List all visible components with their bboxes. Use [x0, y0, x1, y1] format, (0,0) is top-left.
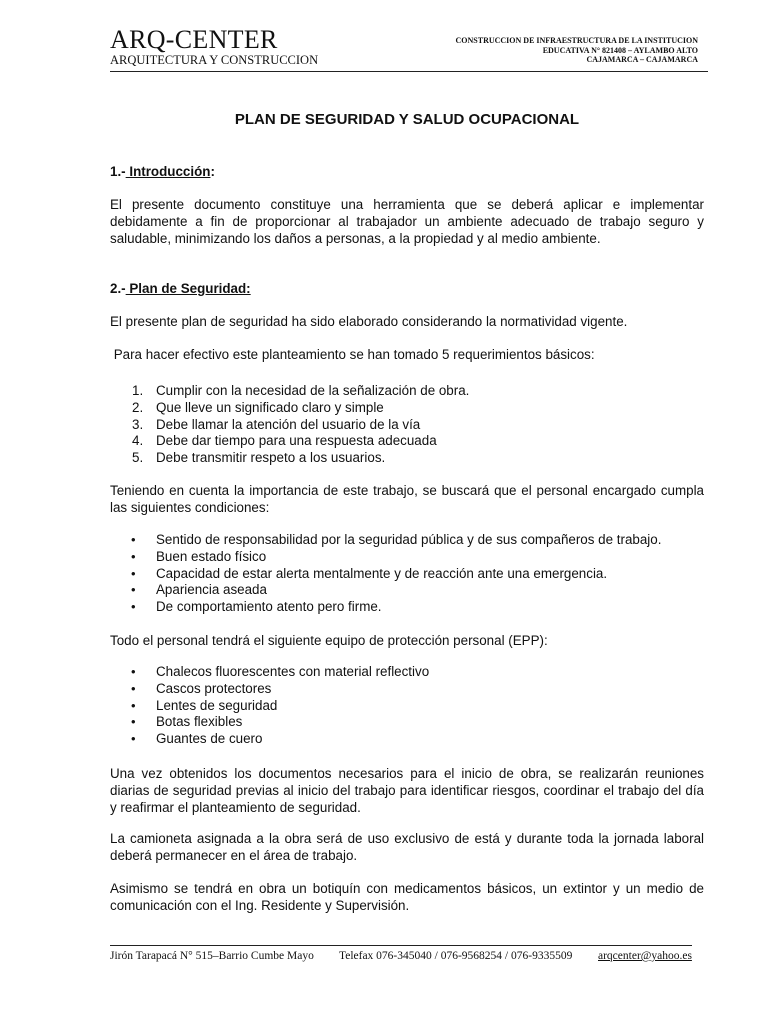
- project-line: CONSTRUCCION DE INFRAESTRUCTURA DE LA INSTITUCION: [455, 36, 698, 45]
- list-item: [110, 714, 704, 731]
- footer-phone: Telefax 076-345040 / 076-9568254 / 076-9335509: [339, 950, 573, 962]
- section-heading-introduccion: [110, 163, 215, 180]
- list-number: 2.: [132, 399, 144, 415]
- list-item: [110, 400, 704, 417]
- list-item: [110, 599, 704, 616]
- list-item-text: Debe transmitir respeto a los usuarios.: [156, 450, 386, 466]
- footer-divider: [110, 945, 692, 946]
- project-title-block: [358, 36, 698, 65]
- bullet-icon: •: [131, 664, 136, 679]
- requirements-list: [110, 383, 704, 467]
- list-number: 5.: [132, 450, 144, 466]
- list-item: [110, 582, 704, 599]
- list-item: [110, 698, 704, 715]
- project-line: CAJAMARCA – CAJAMARCA: [586, 55, 698, 64]
- list-item: [110, 433, 704, 450]
- plan-paragraph: Para hacer efectivo este planteamiento se han tomado 5 requerimientos básicos:: [110, 347, 595, 362]
- list-item: [110, 566, 704, 583]
- bullet-icon: •: [131, 714, 136, 730]
- bullet-icon: •: [131, 731, 136, 747]
- section-number: 1.-: [110, 164, 126, 179]
- conditions-list: [110, 532, 704, 616]
- list-item-text: Guantes de cuero: [156, 731, 263, 747]
- list-item-text: Lentes de seguridad: [156, 697, 278, 713]
- plan-paragraph: Teniendo en cuenta la importancia de este trabajo, se buscará que el personal encargado cumpla las siguientes condiciones:: [110, 483, 704, 515]
- list-item: [110, 417, 704, 434]
- list-item-text: Debe llamar la atención del usuario de la vía: [156, 416, 421, 432]
- plan-paragraph: El presente plan de seguridad ha sido elaborado considerando la normatividad vigente.: [110, 314, 628, 329]
- project-line: EDUCATIVA N° 821408 – AYLAMBO ALTO: [542, 45, 698, 55]
- bullet-icon: •: [131, 565, 136, 581]
- footer-email-link[interactable]: arqcenter@yahoo.es: [598, 950, 692, 962]
- epp-list: [110, 664, 704, 748]
- plan-paragraph: Todo el personal tendrá el siguiente equipo de protección personal (EPP):: [110, 633, 548, 648]
- list-number: 1.: [132, 383, 144, 398]
- bullet-icon: •: [131, 548, 136, 564]
- list-item-text: Buen estado físico: [156, 548, 267, 564]
- bullet-icon: •: [131, 532, 136, 547]
- list-number: 4.: [132, 433, 144, 449]
- footer-address: Jirón Tarapacá N° 515–Barrio Cumbe Mayo: [110, 950, 314, 962]
- bullet-icon: •: [131, 697, 136, 713]
- list-item-text: Que lleve un significado claro y simple: [156, 399, 384, 415]
- plan-paragraph: Asimismo se tendrá en obra un botiquín con medicamentos básicos, un extintor y un medio de comunicación con el Ing. Residente y Supervisión.: [110, 881, 704, 913]
- list-item: [110, 450, 704, 467]
- list-item-text: Apariencia aseada: [156, 582, 267, 598]
- list-item-text: Capacidad de estar alerta mentalmente y de reacción ante una emergencia.: [156, 565, 608, 581]
- section-heading-label: Introducción: [125, 164, 211, 179]
- list-item: [110, 383, 704, 400]
- plan-paragraph: La camioneta asignada a la obra será de uso exclusivo de está y durante toda la jornada laboral deberá permanecer en el área de trabajo.: [110, 831, 704, 863]
- list-item-text: Cumplir con la necesidad de la señalización de obra.: [156, 383, 470, 398]
- list-item: [110, 664, 704, 681]
- section-heading-label: Plan de Seguridad:: [125, 281, 251, 296]
- list-item-text: Sentido de responsabilidad por la seguridad pública y de sus compañeros de trabajo.: [156, 532, 662, 547]
- bullet-icon: •: [131, 582, 136, 598]
- list-item: [110, 731, 704, 748]
- plan-paragraph: Una vez obtenidos los documentos necesarios para el inicio de obra, se realizarán reuniones diarias de seguridad previas al inicio del trabajo para identificar riesgos, coordinar el trabajo del día y reafirmar el planteamiento de seguridad.: [110, 766, 704, 815]
- company-logo-text: ARQ-CENTER: [110, 25, 278, 54]
- bullet-icon: •: [131, 680, 136, 696]
- list-item: [110, 532, 704, 549]
- bullet-icon: •: [131, 599, 136, 615]
- list-item: [110, 549, 704, 566]
- section-heading-colon: :: [210, 164, 215, 179]
- section-heading-plan-de-seguridad: [110, 280, 251, 297]
- list-item-text: Debe dar tiempo para una respuesta adecuada: [156, 433, 437, 449]
- intro-paragraph: El presente documento constituye una herramienta que se deberá aplicar e implementar debidamente a fin de proporcionar al trabajador un ambiente adecuado de trabajo seguro y saludable, minimizando los daños a personas, a la propiedad y al medio ambiente.: [110, 197, 704, 246]
- section-number: 2.-: [110, 281, 126, 296]
- list-item-text: De comportamiento atento pero firme.: [156, 599, 382, 615]
- list-item-text: Cascos protectores: [156, 680, 272, 696]
- list-item-text: Botas flexibles: [156, 714, 243, 730]
- company-subtitle: ARQUITECTURA Y CONSTRUCCION: [110, 53, 319, 67]
- document-title: PLAN DE SEGURIDAD Y SALUD OCUPACIONAL: [234, 111, 580, 128]
- list-item-text: Chalecos fluorescentes con material reflectivo: [156, 664, 430, 679]
- list-number: 3.: [132, 416, 144, 432]
- list-item: [110, 681, 704, 698]
- header-divider: [110, 71, 708, 72]
